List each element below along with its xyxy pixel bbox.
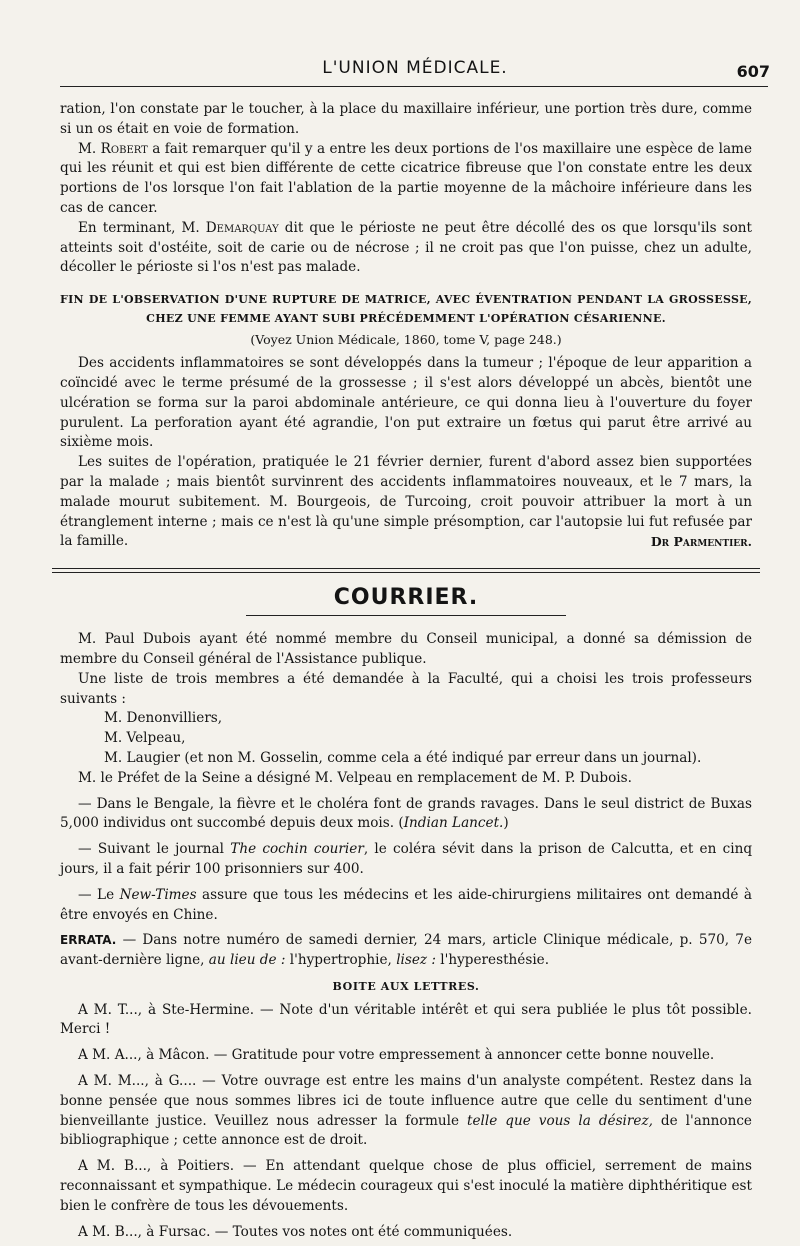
running-title: L'UNION MÉDICALE. <box>322 58 508 78</box>
list-item: M. Laugier (et non M. Gosselin, comme cela a été indiqué par erreur dans un journal). <box>104 749 702 766</box>
paragraph: — Suivant le journal The cochin courier, le coléra sévit dans la prison de Calcutta, et en cinq jours, il a fait périr 100 prisonniers sur 400. <box>60 841 753 877</box>
page-number: 607 <box>736 62 770 81</box>
observation-heading: FIN DE L'OBSERVATION D'UNE RUPTURE DE MATRICE, AVEC ÉVENTRATION PENDANT LA GROSSESSE, CHEZ UNE FEMME AYANT SUBI PRÉCÉDEMMENT L'OPÉRATION CÉSARIENNE. <box>60 293 752 326</box>
letter-note: A M. M..., à G.... — Votre ouvrage est entre les mains d'un analyste compétent. Restez dans la bonne pensée que nous sommes libres ici de toute influence autre que celle du sentiment d'une bienveillante justice. Veuillez nous adresser la formule telle que vous la désirez, de l'annonce bibliographique ; cette annonce est de droit. <box>60 1073 752 1149</box>
paragraph: — Le New-Times assure que tous les médecins et les aide-chirurgiens militaires ont demandé à être envoyés en Chine. <box>60 886 752 923</box>
letter-note: A M. A..., à Mâcon. — Gratitude pour votre empressement à annoncer cette bonne nouvelle. <box>78 1047 715 1064</box>
page-header <box>60 58 770 88</box>
letter-note: A M. B..., à Poitiers. — En attendant quelque chose de plus officiel, serrement de mains reconnaissant et sympathique. Le médecin courageux qui s'est inoculé la matière diphthéritique est bien le confrère de tous les dévouements. <box>60 1158 752 1214</box>
page-content <box>60 100 752 1242</box>
paragraph: ration, l'on constate par le toucher, à la place du maxillaire inférieur, une portion très dure, comme si un os était en voie de formation. <box>60 101 752 137</box>
letter-note: A M. B..., à Fursac. — Toutes vos notes ont été communiquées. <box>78 1223 513 1240</box>
letter-note: A M. T..., à Ste-Hermine. — Note d'un véritable intérêt et qui sera publiée le plus tôt possible. Merci ! <box>60 1001 752 1038</box>
person-name: M. Robert <box>78 140 148 157</box>
paragraph: M. le Préfet de la Seine a désigné M. Velpeau en remplacement de M. P. Dubois. <box>78 769 632 786</box>
section-divider <box>52 568 760 573</box>
section-title-courrier: COURRIER. <box>333 585 479 611</box>
person-name: Demarquay <box>205 219 279 236</box>
observation-reference: (Voyez Union Médicale, 1860, tome V, page 248.) <box>250 332 562 348</box>
paragraph-robert: M. Robert a fait remarquer qu'il y a entre les deux portions de l'os maxillaire une espèce de lame qui les réunit et qui est bien différente de cette cicatrice fibreuse que l'on constate entre les deux portions de l'os lorsque l'on fait l'ablation de la partie moyenne de la mâchoire inférieure dans les cas de cancer. <box>60 140 752 216</box>
mailbox-heading: BOITE AUX LETTRES. <box>332 979 480 993</box>
paragraph: Une liste de trois membres a été demandée à la Faculté, qui a choisi les trois professeurs suivants : <box>60 670 752 707</box>
errata-paragraph: ERRATA. — Dans notre numéro de samedi dernier, 24 mars, article Clinique médicale, p. 570, 7e avant-dernière ligne, au lieu de : l'hypertrophie, lisez : l'hyperesthésie. <box>60 932 752 969</box>
errata-label: ERRATA. <box>60 933 117 948</box>
header-rule <box>60 86 768 87</box>
list-item: M. Velpeau, <box>104 730 186 747</box>
paragraph: Des accidents inflammatoires se sont développés dans la tumeur ; l'époque de leur apparition a coïncidé avec le terme présumé de la grossesse ; il s'est alors développé un abcès, bientôt une ulcération se forma sur la paroi abdominale antérieure, ce qui donna lieu à l'ouverture du foyer purulent. La perforation ayant été agrandie, l'on put extraire un fœtus qui parut être arrivé au sixième mois. <box>60 355 752 451</box>
list-item: M. Denonvilliers, <box>104 710 223 727</box>
paragraph: M. Paul Dubois ayant été nommé membre du Conseil municipal, a donné sa démission de membre du Conseil général de l'Assistance publique. <box>60 631 752 667</box>
paragraph-demarquay: En terminant, M. Demarquay dit que le périoste ne peut être décollé des os que lorsqu'ils sont atteints soit d'ostéite, soit de carie ou de nécrose ; il ne croit pas que l'on puisse, chez un adulte, décoller le périoste si l'os n'est pas malade. <box>60 219 752 276</box>
signature: Dr Parmentier. <box>650 534 752 550</box>
paragraph: — Dans le Bengale, la fièvre et le choléra font de grands ravages. Dans le seul district de Buxas 5,000 individus ont succombé depuis deux mois. (Indian Lancet.) <box>60 795 752 832</box>
title-underline <box>246 615 566 616</box>
paragraph: Les suites de l'opération, pratiquée le 21 février dernier, furent d'abord assez bien supportées par la malade ; mais bientôt survinrent des accidents inflammatoires nouveaux, et le 7 mars, la malade mourut subitement. M. Bourgeois, de Turcoing, croit pouvoir attribuer la mort à un étranglement interne ; mais ce n'est là qu'une simple présomption, car l'autopsie lui fut refusée par la famille. Dr Parmentier. <box>60 453 752 552</box>
